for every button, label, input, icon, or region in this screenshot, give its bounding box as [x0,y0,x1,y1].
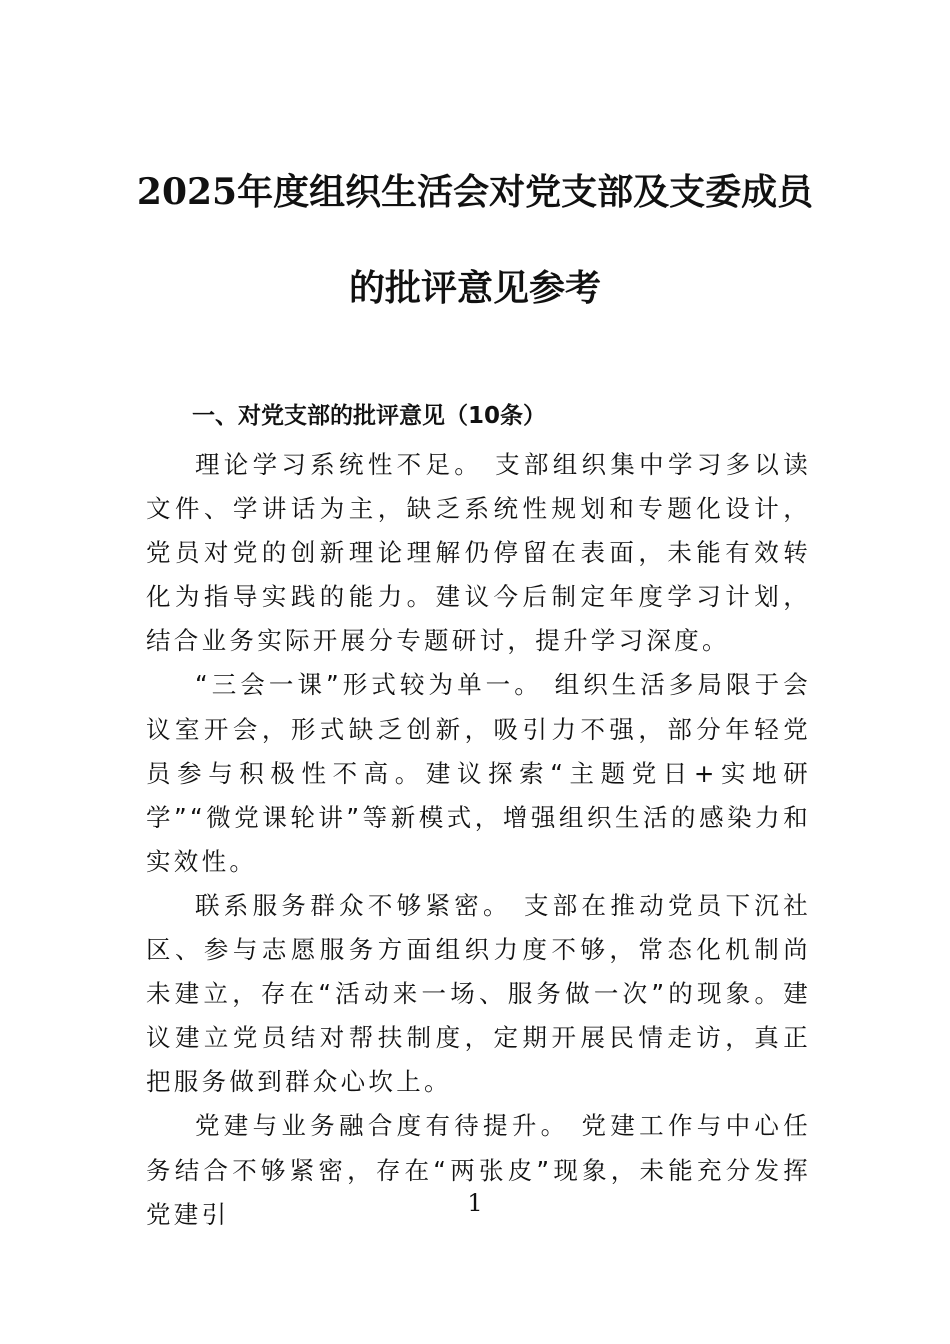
paragraph: 理论学习系统性不足。 支部组织集中学习多以读文件、学讲话为主，缺乏系统性规划和专题化设计，党员对党的创新理论理解仍停留在表面，未能有效转化为指导实践的能力。建议今后制定年度学习计划，结合业务实际开展分专题研讨，提升学习深度。 [146,450,811,656]
section-heading: 一、对党支部的批评意见（10条） [192,403,547,429]
paragraph: 党建与业务融合度有待提升。 党建工作与中心任务结合不够紧密，存在“两张皮”现象，未能充分发挥党建引 [146,1111,811,1229]
paragraph: 联系服务群众不够紧密。 支部在推动党员下沉社区、参与志愿服务方面组织力度不够，常态化机制尚未建立，存在“活动来一场、服务做一次”的现象。建议建立党员结对帮扶制度，定期开展民情走访，真正把服务做到群众心坎上。 [146,890,811,1097]
document-title-line-2: 的批评意见参考 [348,267,601,309]
paragraph: “三会一课”形式较为单一。 组织生活多局限于会议室开会，形式缺乏创新，吸引力不强，部分年轻党员参与积极性不高。建议探索“主题党日+实地研学”“微党课轮讲”等新模式，增强组织生活的感染力和实效性。 [146,670,811,876]
body-text [146,443,811,1237]
page-number: 1 [467,1189,483,1217]
document-title-line-1: 2025年度组织生活会对党支部及支委成员 [136,171,814,213]
